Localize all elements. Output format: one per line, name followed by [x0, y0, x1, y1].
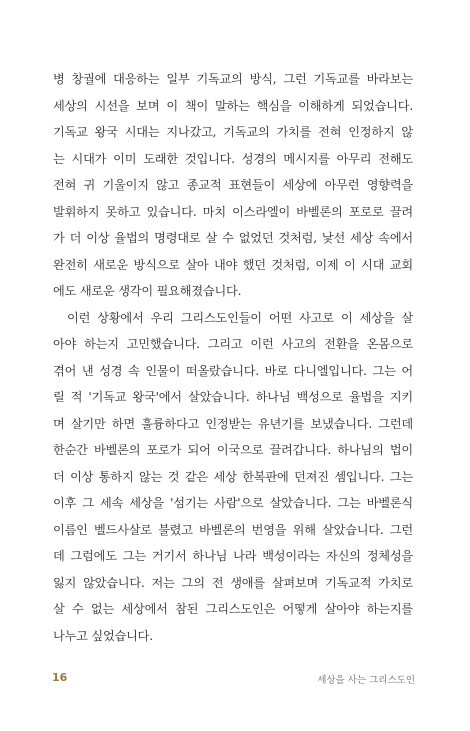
text-line: 이후 그 세속 세상을 '섬기는 사람'으로 살았습니다. 그는 바벨론식	[53, 496, 413, 510]
page-number: 16	[52, 671, 68, 684]
text-line: 발휘하지 못하고 있습니다. 마치 이스라엘이 바벨론의 포로로 끌려	[53, 204, 413, 219]
running-footer-title: 세상을 사는 그리스도인	[317, 675, 415, 686]
text-line: 나누고 싶었습니다.	[53, 628, 153, 643]
text-line: 병 창궐에 대응하는 일부 기독교의 방식, 그런 기독교를 바라보는	[53, 72, 413, 86]
text-line: 전혀 귀 기울이지 않고 종교적 표현들이 세상에 아무런 영향력을	[53, 178, 413, 192]
text-line: 는 시대가 이미 도래한 것입니다. 성경의 메시지를 아무리 전해도	[53, 151, 413, 166]
text-line: 릴 적 '기독교 왕국'에서 살았습니다. 하나님 백성으로 율법을 지키	[53, 390, 413, 404]
text-line: 이런 상황에서 우리 그리스도인들이 어떤 사고로 이 세상을 살	[67, 310, 413, 325]
text-line: 완전히 새로운 방식으로 살아 내야 했던 것처럼, 이제 이 시대 교회	[53, 257, 413, 272]
text-line: 기독교 왕국 시대는 지나갔고, 기독교의 가치를 전혀 인정하지 않	[53, 125, 413, 139]
text-line: 데 그럼에도 그는 거기서 하나님 나라 백성이라는 자신의 정체성을	[53, 549, 413, 563]
text-line: 며 살기만 하면 훌륭하다고 인정받는 유년기를 보냈습니다. 그런데	[53, 416, 413, 431]
text-line: 더 이상 통하지 않는 것 같은 세상 한복판에 던져진 셈입니다. 그는	[53, 469, 413, 484]
text-line: 한순간 바벨론의 포로가 되어 이국으로 끌려갑니다. 하나님의 법이	[53, 443, 413, 457]
text-line: 이름인 벨드사살로 불렸고 바벨론의 번영을 위해 살았습니다. 그런	[53, 522, 413, 537]
text-line: 겪어 낸 성경 속 인물이 떠올랐습니다. 바로 다니엘입니다. 그는 어	[53, 363, 413, 378]
text-line: 세상의 시선을 보며 이 책이 말하는 핵심을 이해하게 되었습니다.	[53, 98, 413, 113]
body-text	[53, 66, 413, 649]
text-line: 살 수 없는 세상에서 참된 그리스도인은 어떻게 살아야 하는지를	[53, 602, 413, 616]
text-line: 가 더 이상 율법의 명령대로 살 수 없었던 것처럼, 낯선 세상 속에서	[53, 231, 413, 245]
text-line: 에도 새로운 생각이 필요해졌습니다.	[53, 284, 242, 298]
text-line: 잃지 않았습니다. 저는 그의 전 생애를 살펴보며 기독교적 가치로	[53, 575, 413, 590]
text-line: 아야 하는지 고민했습니다. 그리고 이런 사고의 전환을 온몸으로	[53, 337, 413, 351]
